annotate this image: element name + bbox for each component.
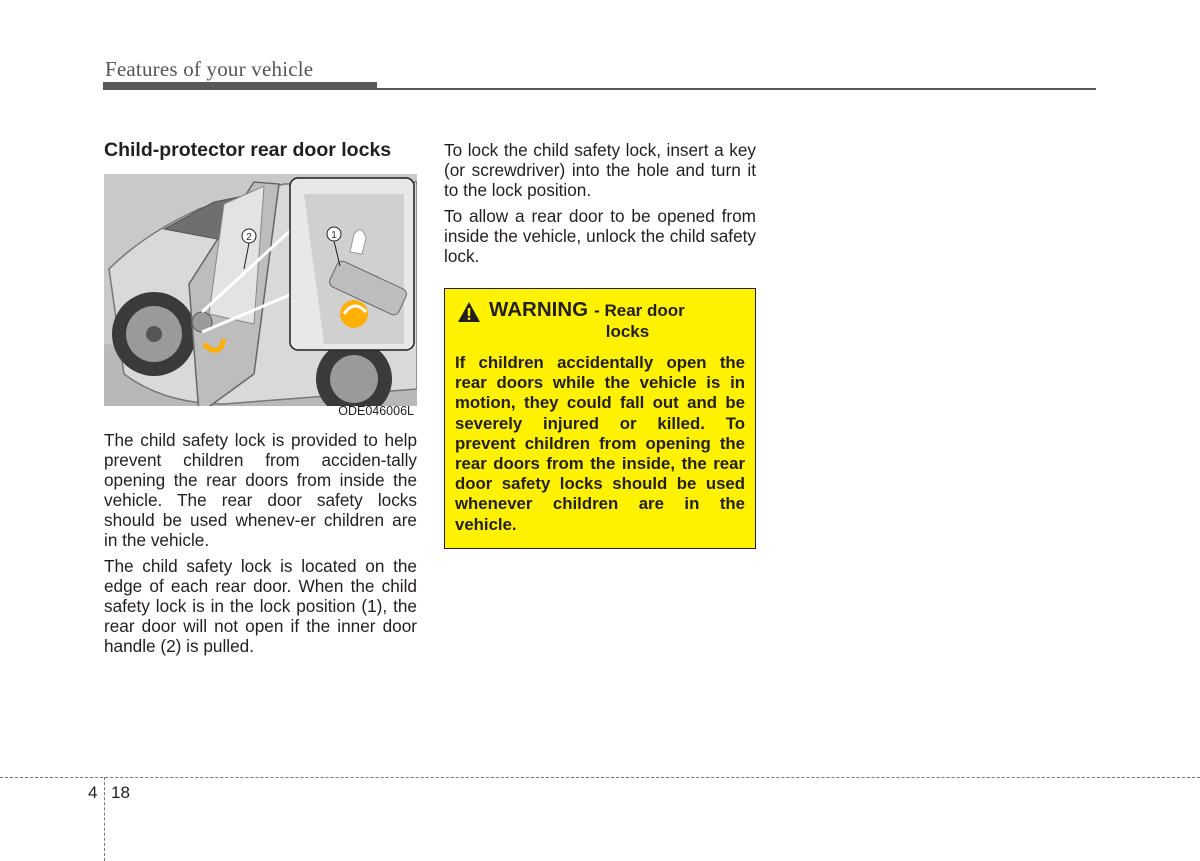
header-rule-thin: [103, 88, 1096, 90]
middle-column: [444, 140, 756, 549]
car-door-drawing: [104, 174, 417, 420]
warning-triangle-icon: [457, 301, 481, 323]
mid-paragraph-1: To lock the child safety lock, insert a key (or screwdriver) into the hole and turn it to the lock position.: [444, 140, 756, 200]
footer-vertical-divider: [104, 777, 105, 861]
warning-subtitle: - Rear door: [594, 301, 685, 320]
mid-paragraph-2: To allow a rear door to be opened from inside the vehicle, unlock the child safety lock.: [444, 206, 756, 266]
warning-header: [455, 297, 745, 323]
left-paragraph-1: The child safety lock is provided to help prevent children from acciden-tally opening the rear doors from inside the vehicle. The rear door safety locks should be used whenev-er children are in the vehicle.: [104, 430, 417, 550]
callout-2-label: 2: [246, 232, 252, 243]
footer-divider: [0, 777, 1200, 778]
page-number: 18: [111, 783, 130, 802]
section-title: Child-protector rear door locks: [104, 139, 392, 161]
callout-1-label: 1: [331, 230, 337, 241]
page-header-title: Features of your vehicle: [105, 57, 314, 81]
left-column: [104, 138, 417, 662]
left-paragraph-2: The child safety lock is located on the edge of each rear door. When the child safety lock is in the lock position (1), the rear door will not open if the inner door handle (2) is pulled.: [104, 556, 417, 656]
warning-text: If children accidentally open the rear doors while the vehicle is in motion, they could fall out and be severely injured or killed. To prevent children from opening the rear doors from the inside, the rear door safety locks should be used whenever children are in the vehicle.: [455, 353, 745, 534]
figure-code: ODE046006L: [338, 404, 414, 418]
chapter-number: 4: [88, 783, 98, 802]
warning-word: WARNING: [489, 298, 589, 321]
warning-subtitle-line-2: locks: [605, 322, 650, 341]
door-lock-illustration: [104, 174, 417, 420]
warning-box: [444, 288, 756, 549]
